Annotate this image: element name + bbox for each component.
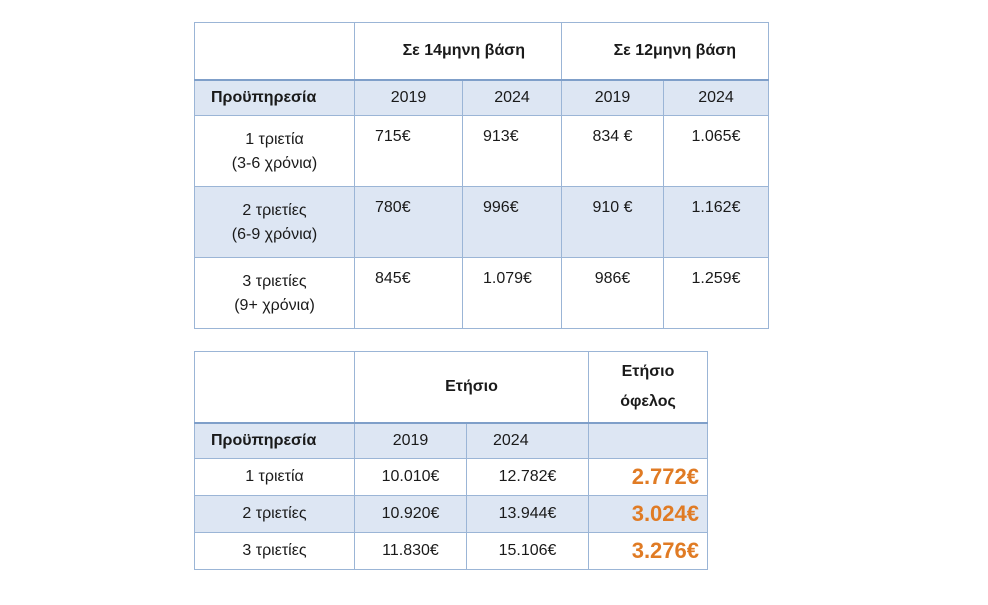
seniority-label: 2 τριετίες	[195, 496, 355, 533]
benefit-header	[589, 352, 708, 424]
benefit-header-line2: όφελος	[620, 393, 676, 410]
year-2024-header: 2024	[463, 80, 562, 116]
table-row	[195, 116, 769, 187]
salary-table-annual	[194, 351, 708, 570]
seniority-years: (3-6 χρόνια)	[231, 155, 318, 172]
salary-cell: 910 €	[562, 187, 664, 258]
seniority-cell	[195, 258, 355, 329]
table-row	[195, 533, 708, 570]
salary-cell: 1.259€	[664, 258, 769, 329]
seniority-label: 3 τριετίες	[195, 533, 355, 570]
year-2019-header: 2019	[562, 80, 664, 116]
annual-benefit-cell: 2.772€	[589, 459, 708, 496]
annual-benefit-cell: 3.024€	[589, 496, 708, 533]
column-header-row	[195, 80, 769, 116]
salary-cell: 780€	[355, 187, 463, 258]
salary-cell: 986€	[562, 258, 664, 329]
year-2024-header: 2024	[664, 80, 769, 116]
table-row	[195, 187, 769, 258]
seniority-column-header: Προϋπηρεσία	[195, 80, 355, 116]
seniority-column-header: Προϋπηρεσία	[195, 423, 355, 459]
salary-cell: 1.065€	[664, 116, 769, 187]
year-2019-header: 2019	[355, 80, 463, 116]
annual-2019-cell: 10.920€	[355, 496, 467, 533]
seniority-years: (6-9 χρόνια)	[231, 226, 318, 243]
table-row	[195, 459, 708, 496]
annual-2024-cell: 15.106€	[467, 533, 589, 570]
group-header-14-month: Σε 14μηνη βάση	[355, 23, 562, 81]
benefit-header-line1: Ετήσιο	[621, 363, 675, 380]
empty-header-cell	[195, 352, 355, 424]
column-header-row	[195, 423, 708, 459]
table-header-row	[195, 23, 769, 81]
salary-cell: 715€	[355, 116, 463, 187]
salary-cell: 845€	[355, 258, 463, 329]
group-header-annual: Ετήσιο	[355, 352, 589, 424]
year-2019-header: 2019	[355, 423, 467, 459]
seniority-cell	[195, 187, 355, 258]
annual-2024-cell: 12.782€	[467, 459, 589, 496]
salary-cell: 834 €	[562, 116, 664, 187]
empty-header-cell	[195, 23, 355, 81]
group-header-12-month: Σε 12μηνη βάση	[562, 23, 769, 81]
salary-cell: 913€	[463, 116, 562, 187]
salary-table-monthly	[194, 22, 769, 329]
seniority-label: 1 τριετία	[245, 131, 304, 148]
table-header-row	[195, 352, 708, 424]
seniority-label: 1 τριετία	[195, 459, 355, 496]
seniority-years: (9+ χρόνια)	[234, 297, 315, 314]
annual-benefit-cell: 3.276€	[589, 533, 708, 570]
seniority-label: 3 τριετίες	[242, 273, 307, 290]
empty-header-cell	[589, 423, 708, 459]
seniority-cell	[195, 116, 355, 187]
annual-2019-cell: 10.010€	[355, 459, 467, 496]
salary-cell: 996€	[463, 187, 562, 258]
annual-2024-cell: 13.944€	[467, 496, 589, 533]
table-row	[195, 496, 708, 533]
seniority-label: 2 τριετίες	[242, 202, 307, 219]
annual-2019-cell: 11.830€	[355, 533, 467, 570]
table-row	[195, 258, 769, 329]
salary-cell: 1.162€	[664, 187, 769, 258]
salary-cell: 1.079€	[463, 258, 562, 329]
year-2024-header: 2024	[467, 423, 589, 459]
